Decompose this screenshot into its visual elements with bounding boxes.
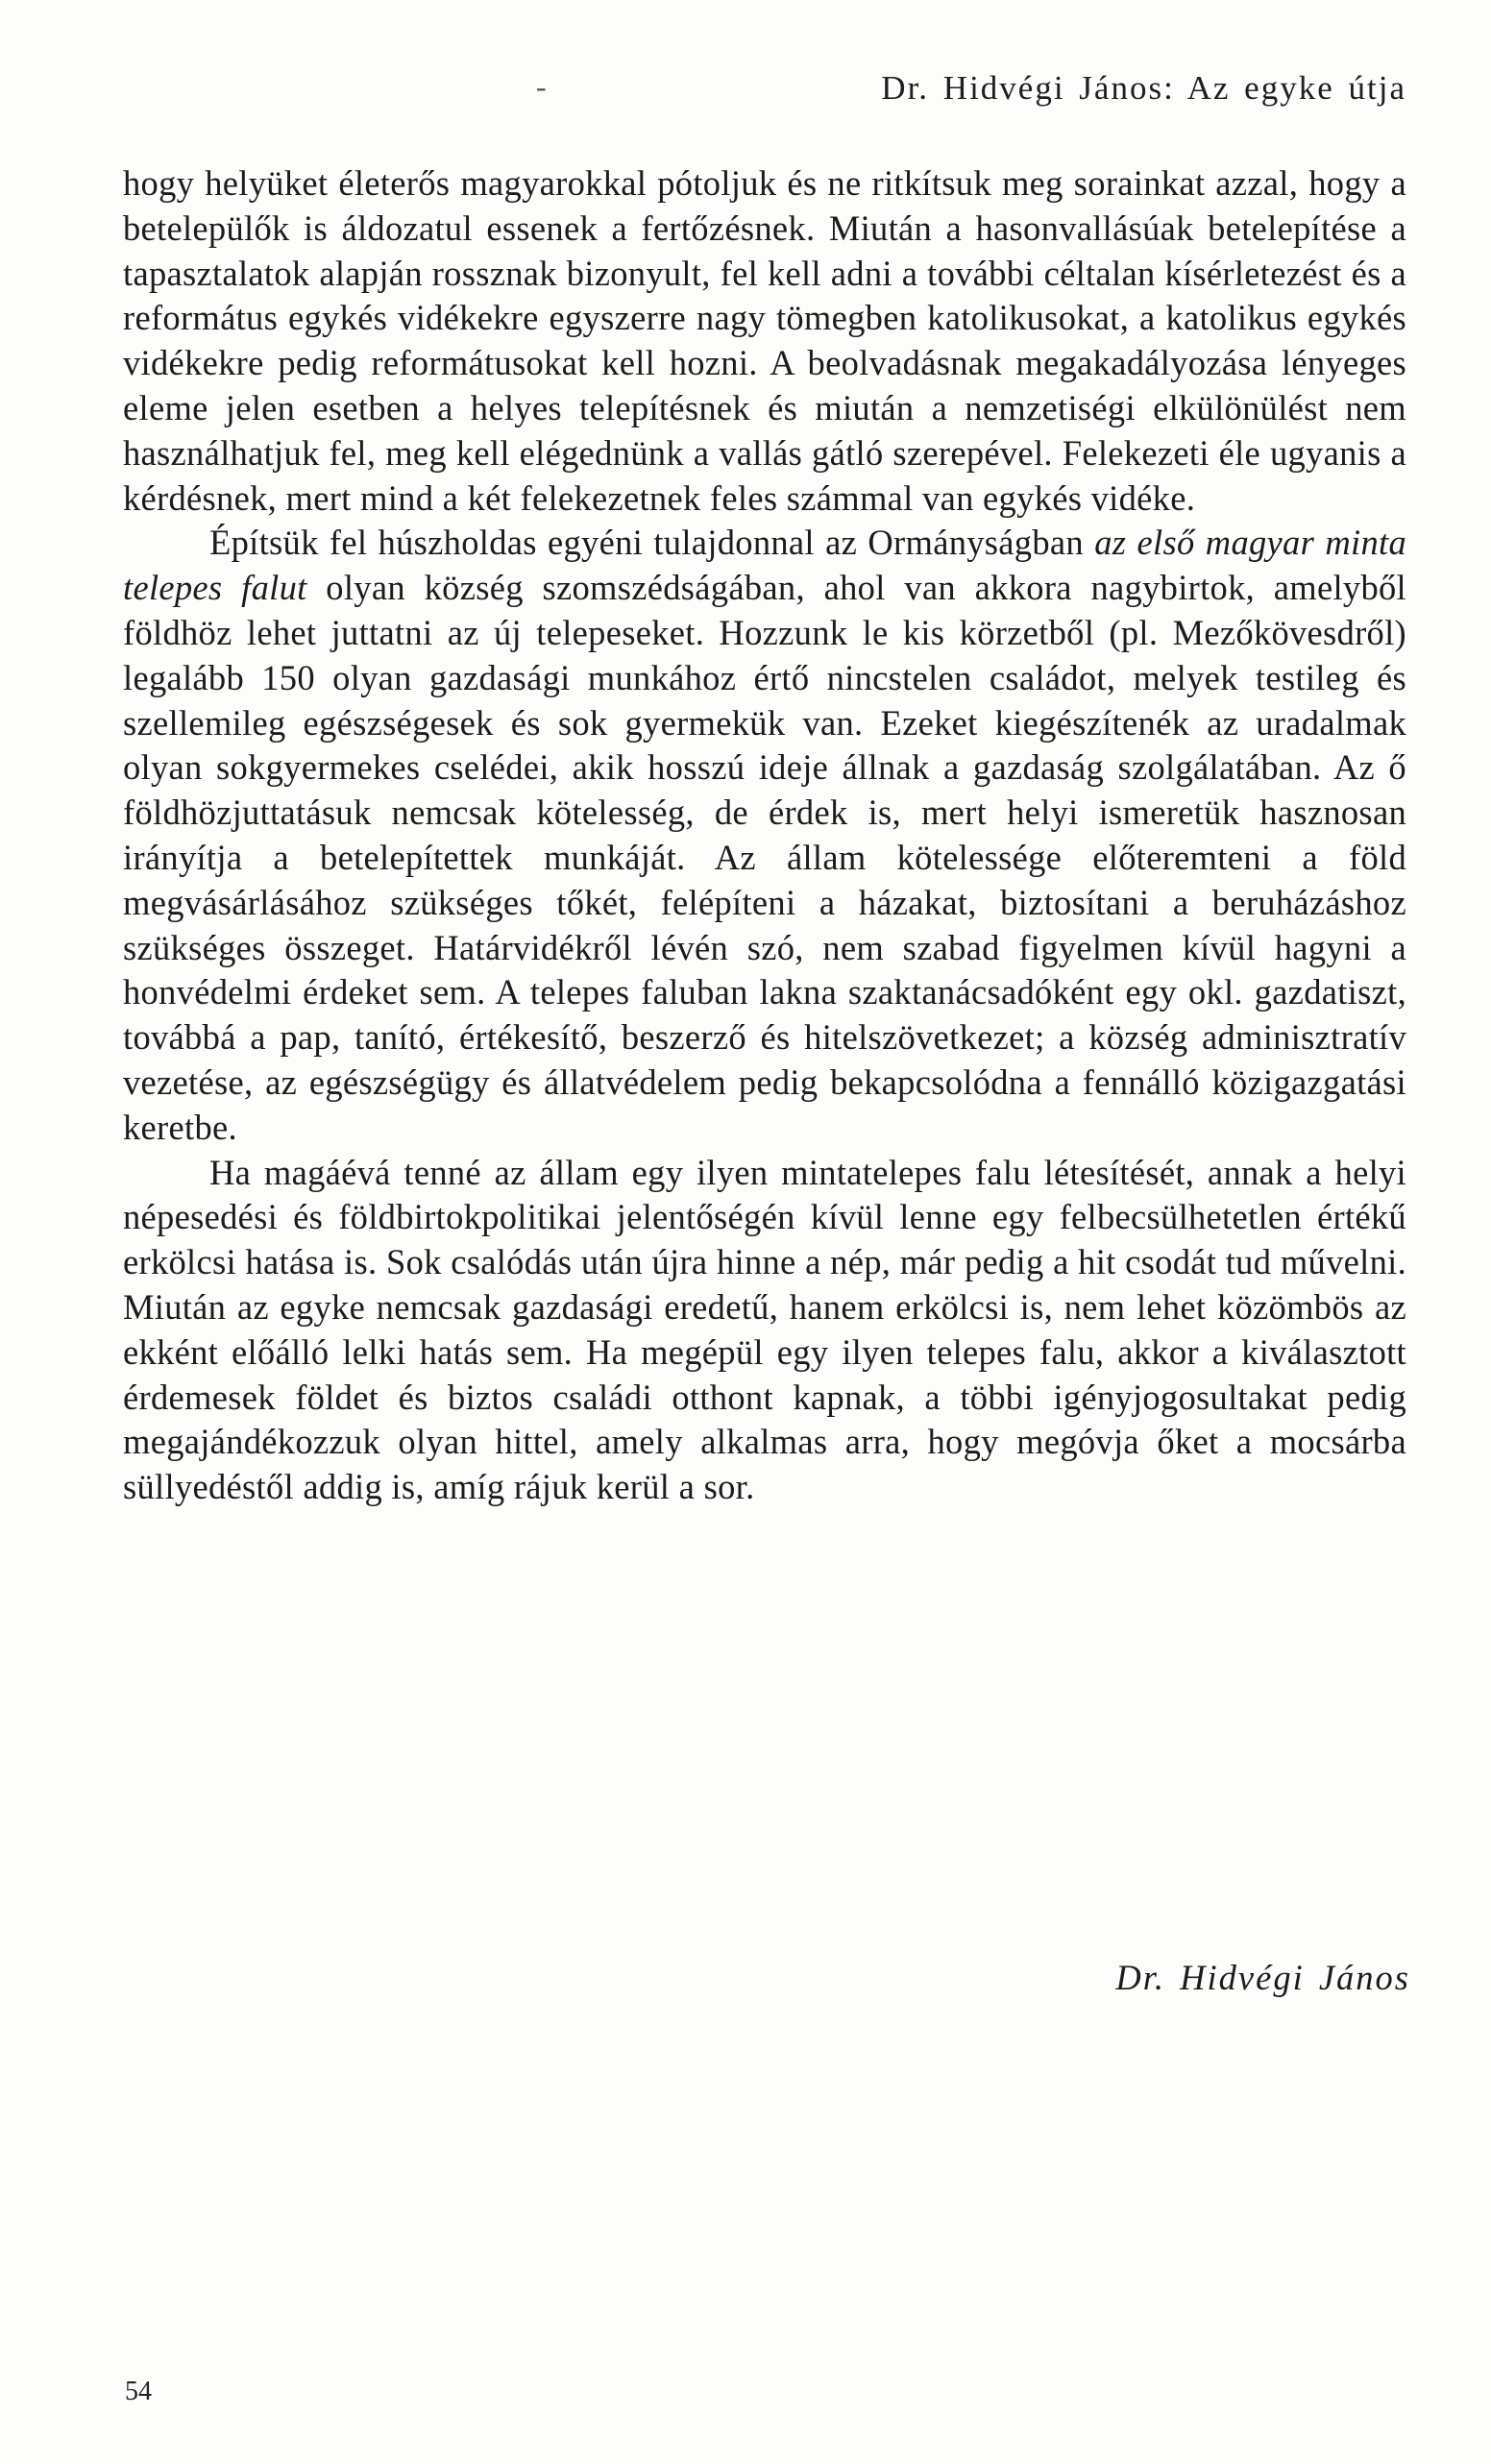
paragraph-2-intro: Építsük fel húszholdas egyéni tulajdonnal az Ormányságban <box>209 523 1095 563</box>
header-dash: - <box>536 69 547 104</box>
article-body <box>123 161 1406 1510</box>
paragraph-1: hogy helyüket életerős magyarokkal pótoljuk és ne ritkítsuk meg sorainkat azzal, hogy a betelepülők is áldozatul essenek a fertőzésnek. Miután a hasonvallásúak betelepítése a tapasztalatok alapján rossznak bizonyult, fel kell adni a további céltalan kísérletezést és a református egykés vidékekre egyszerre nagy tömegben katolikusokat, a katolikus egykés vidékekre pedig reformátusokat kell hozni. A beolvadásnak megakadályozása lényeges eleme jelen esetben a helyes telepítésnek és miután a nemzetiségi elkülönülést nem használhatjuk fel, meg kell elégednünk a vallás gátló szerepével. Felekezeti éle ugyanis a kérdésnek, mert mind a két felekezetnek feles számmal van egykés vidéke. <box>123 163 1406 518</box>
page-number: 54 <box>125 2377 152 2406</box>
paragraph-3: Ha magáévá tenné az állam egy ilyen mintatelepes falu létesítését, annak a helyi népesedési és földbirtokpolitikai jelentőségén kívül lenne egy felbecsülhetetlen értékű erkölcsi hatása is. Sok csalódás után újra hinne a nép, már pedig a hit csodát tud művelni. Miután az egyke nemcsak gazdasági eredetű, hanem erkölcsi is, nem lehet közömbös az ekként előálló lelki hatás sem. Ha megépül egy ilyen telepes falu, akkor a kiválasztott érdemesek földet és biztos családi otthont kapnak, a többi igényjogosultakat pedig megajándékozzuk olyan hittel, amely alkalmas arra, hogy megóvja őket a mocsárba süllyedéstől addig is, amíg rájuk kerül a sor. <box>123 1152 1406 1507</box>
paragraph-2-rest: olyan község szomszédságában, ahol van akkora nagybirtok, amelyből földhöz lehet juttatni az új telepeseket. Hozzunk le kis körzetből (pl. Mezőkövesdről) legalább 150 olyan gazdasági munkához értő nincstelen családot, melyek testileg és szellemileg egészségesek és sok gyermekük van. Ezeket kiegészítenék az uradalmak olyan sokgyermekes cselédei, akik hosszú ideje állnak a gazdaság szolgálatában. Az ő földhözjuttatásuk nemcsak kötelesség, de érdek is, mert helyi ismeretük hasznosan irányítja a betelepítettek munkáját. Az állam kötelessége előteremteni a föld megvásárlásához szükséges tőkét, felépíteni a házakat, biztosítani a beruházáshoz szükséges összeget. Határvidékről lévén szó, nem szabad figyelmen kívül hagyni a honvédelmi érdeket sem. A telepes faluban lakna szaktanácsadóként egy okl. gazdatiszt, továbbá a pap, tanító, értékesítő, beszerző és hitelszövetkezet; a község adminisztratív vezetése, az egészségügy és állatvédelem pedig bekapcsolódna a fennálló közigazgatási keretbe. <box>123 568 1407 1147</box>
running-header: Dr. Hidvégi János: Az egyke útja <box>881 69 1406 107</box>
paragraph-2 <box>123 521 1406 1150</box>
paragraph-2-emphasis: az első magyar minta telepes falut <box>123 523 1407 608</box>
author-signature: Dr. Hidvégi János <box>1115 1958 1410 1997</box>
